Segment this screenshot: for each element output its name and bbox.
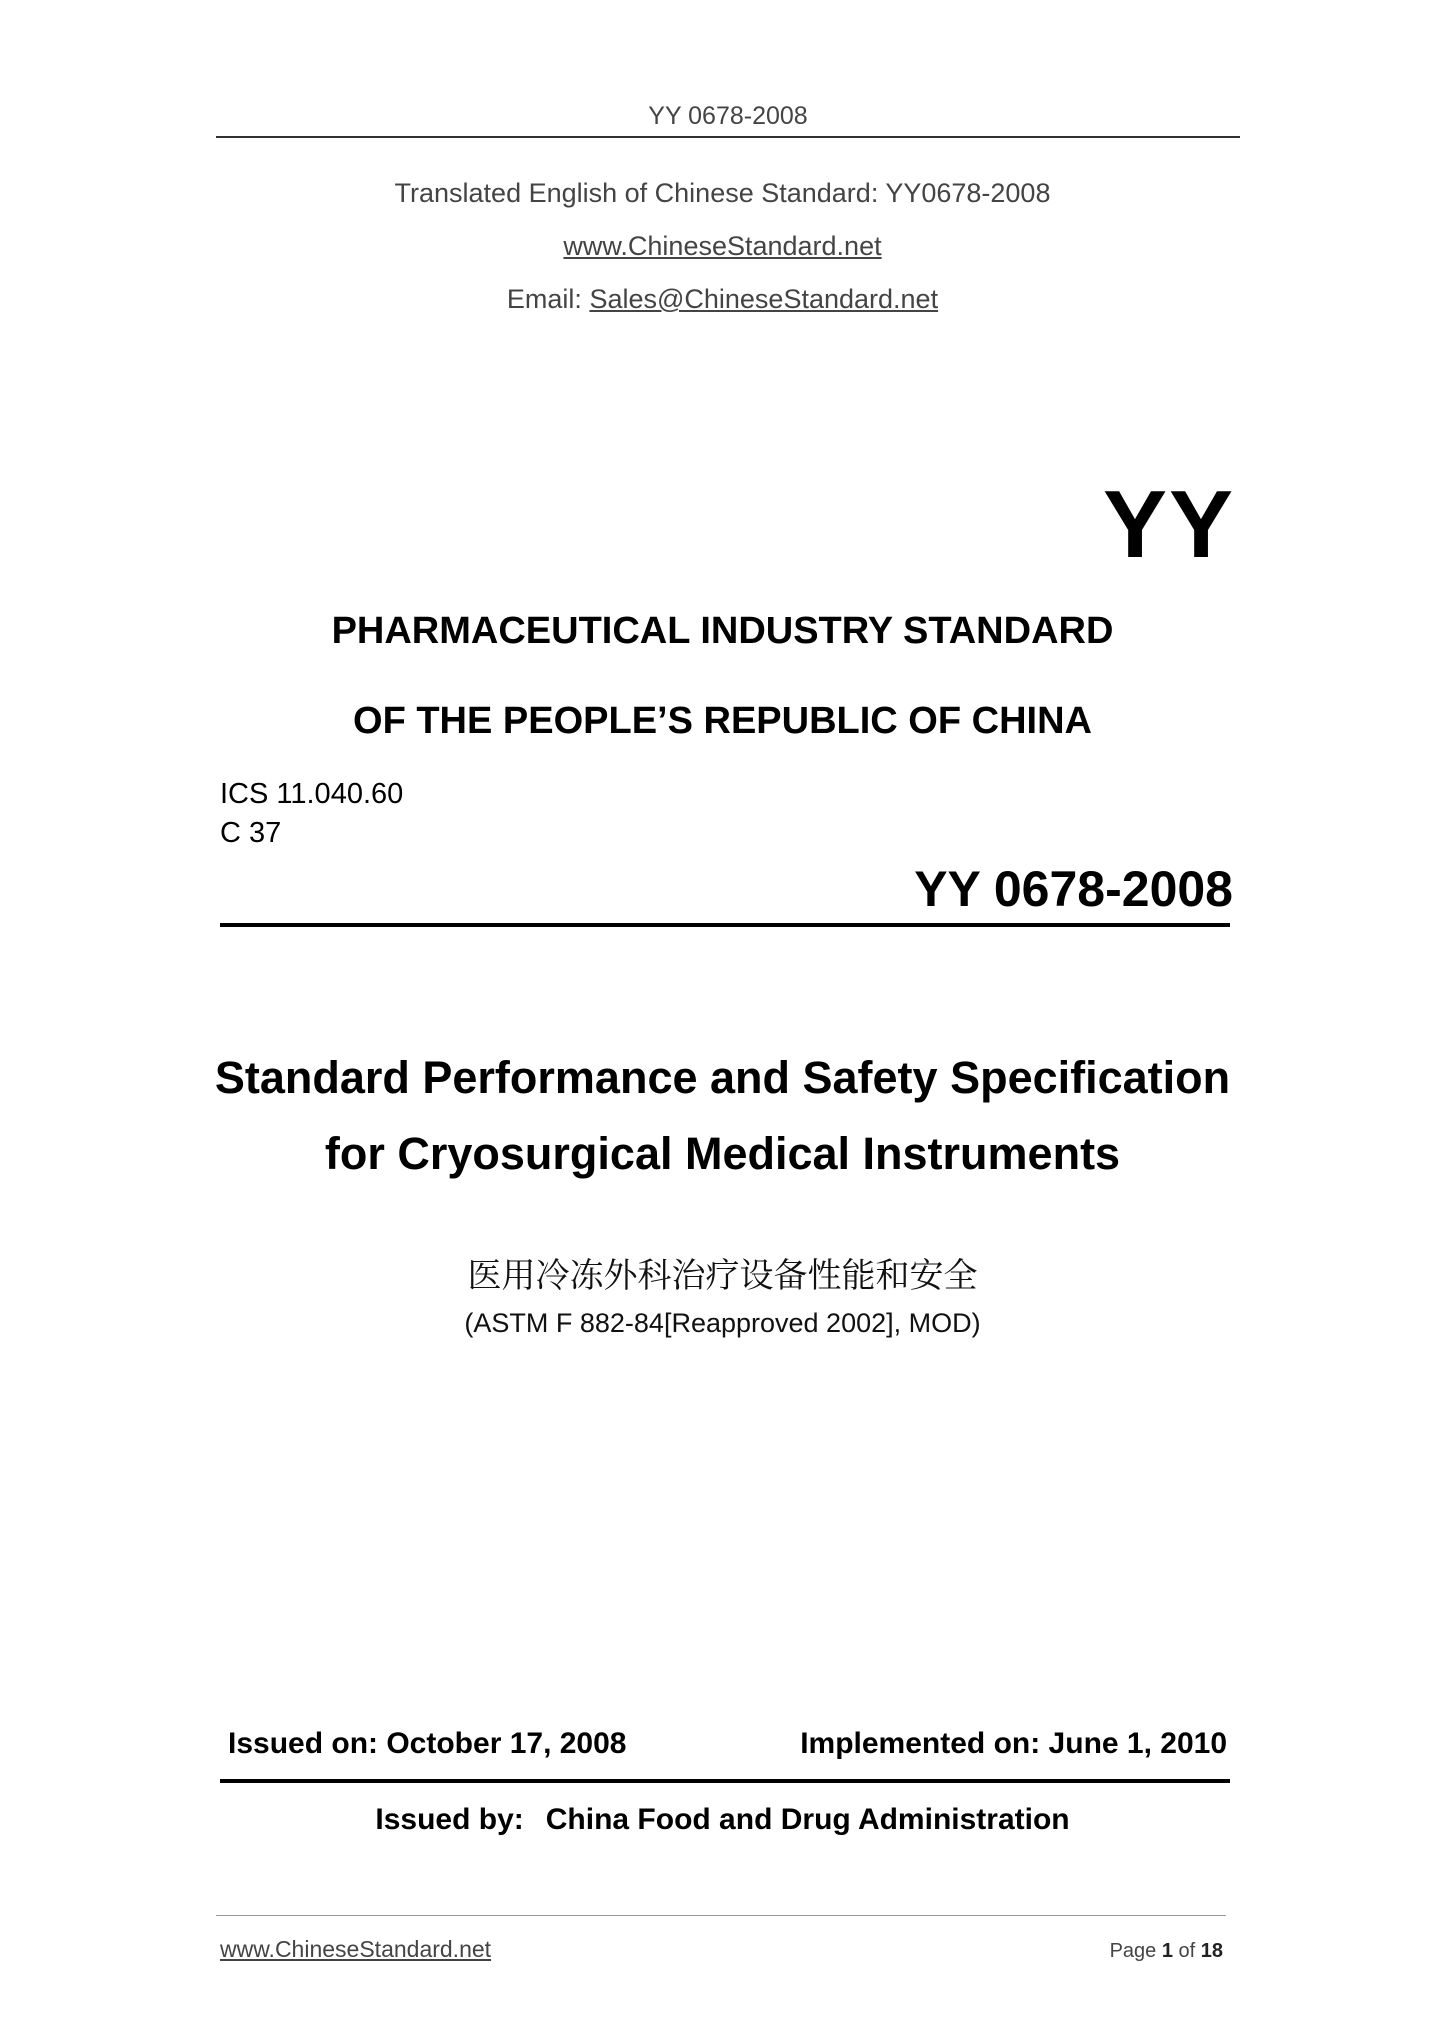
ccs-code: C 37 xyxy=(220,817,282,849)
running-header-title: YY 0678-2008 xyxy=(648,102,808,130)
email-label: Email: xyxy=(506,284,590,314)
issued-by-line xyxy=(0,1803,1445,1837)
page-current: 1 xyxy=(1161,1940,1173,1962)
chinese-title: 医用冷冻外科治疗设备性能和安全 xyxy=(467,1256,978,1296)
page-of: of xyxy=(1172,1940,1201,1962)
page-label: Page xyxy=(1109,1940,1162,1962)
issuing-organization: China Food and Drug Administration xyxy=(545,1803,1070,1836)
email-link[interactable]: Sales@ChineseStandard.net xyxy=(589,284,939,314)
category-code: YY xyxy=(1102,471,1235,578)
page-indicator xyxy=(1110,1940,1223,1963)
standard-number: YY 0678-2008 xyxy=(914,861,1233,917)
issued-by-label: Issued by: xyxy=(375,1803,524,1836)
translated-line: Translated English of Chinese Standard: YY0678-2008 xyxy=(394,178,1051,208)
footer-divider xyxy=(216,1915,1226,1916)
industry-title-line-2: OF THE PEOPLE’S REPUBLIC OF CHINA xyxy=(353,700,1092,742)
document-title-line-2: for Cryosurgical Medical Instruments xyxy=(324,1128,1121,1179)
page-total: 18 xyxy=(1200,1940,1223,1962)
adoption-note: (ASTM F 882-84[Reapproved 2002], MOD) xyxy=(464,1308,981,1338)
website-link[interactable]: www.ChineseStandard.net xyxy=(563,231,882,261)
email-line xyxy=(0,284,1445,315)
implemented-on-date: Implemented on: June 1, 2010 xyxy=(800,1727,1227,1760)
issued-on-date: Issued on: October 17, 2008 xyxy=(228,1727,627,1760)
ics-code: ICS 11.040.60 xyxy=(220,778,404,810)
issue-divider xyxy=(220,1779,1230,1783)
standard-number-divider xyxy=(220,923,1230,927)
footer-website-link[interactable]: www.ChineseStandard.net xyxy=(220,1936,492,1962)
document-title-line-1: Standard Performance and Safety Specification xyxy=(214,1052,1231,1103)
industry-title-line-1: PHARMACEUTICAL INDUSTRY STANDARD xyxy=(331,610,1114,652)
header-divider xyxy=(216,136,1240,138)
